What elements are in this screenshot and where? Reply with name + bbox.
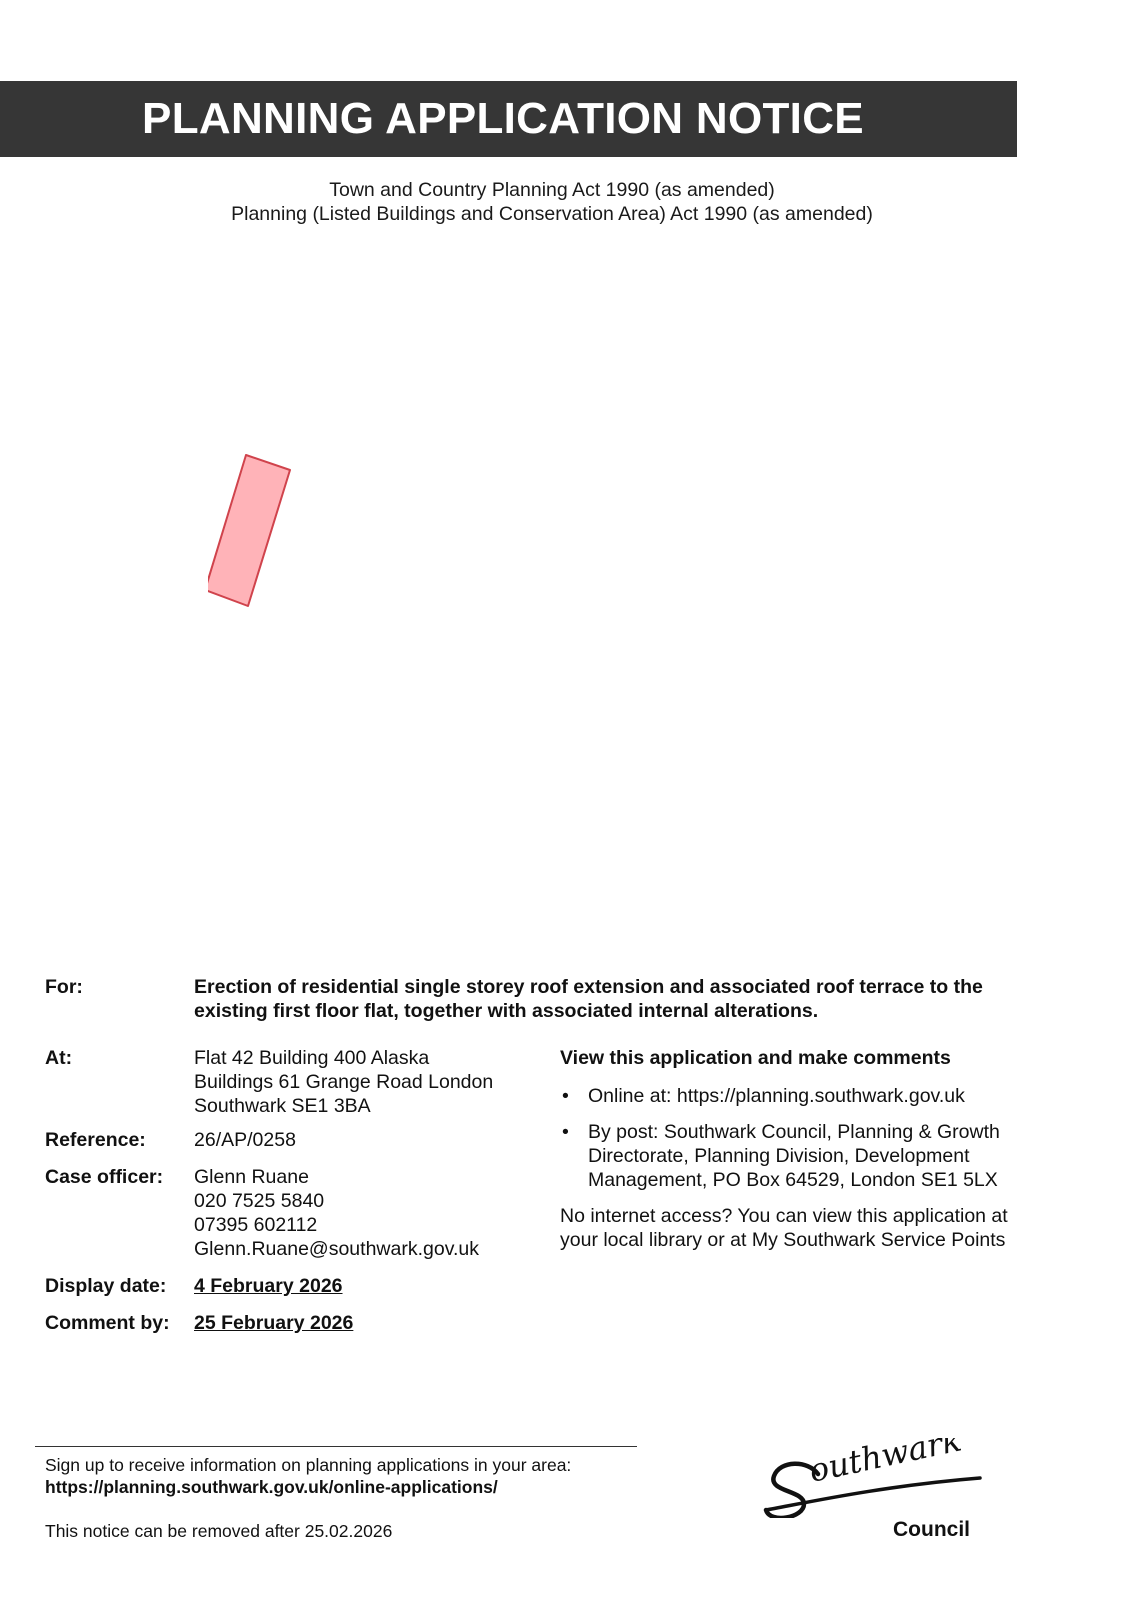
list-item xyxy=(560,1084,1030,1108)
officer-email: Glenn.Ruane@southwark.gov.uk xyxy=(194,1238,480,1260)
case-officer-details xyxy=(194,1165,479,1261)
southwark-council-logo xyxy=(760,1438,990,1548)
for-label: For: xyxy=(45,976,83,998)
comment-heading: View this application and make comments xyxy=(560,1047,951,1069)
applications-url[interactable]: https://planning.southwark.gov.uk/online-applications/ xyxy=(45,1477,498,1497)
display-date: 4 February 2026 xyxy=(194,1275,343,1297)
act-line-2: Planning (Listed Buildings and Conservation Area) Act 1990 (as amended) xyxy=(231,203,873,225)
bullet-icon: • xyxy=(562,1121,569,1143)
proposal-description: Erection of residential single storey roof extension and associated roof terrace to the existing first floor flat, together with associated internal alterations. xyxy=(194,976,983,1022)
officer-mobile: 07395 602112 xyxy=(194,1214,318,1236)
southwark-wordmark-icon xyxy=(760,1438,990,1518)
officer-phone: 020 7525 5840 xyxy=(194,1190,325,1212)
online-comment-option: Online at: https://planning.southwark.gov.uk xyxy=(588,1085,965,1107)
removal-date-text: This notice can be removed after 25.02.2026 xyxy=(45,1521,393,1541)
address-line: Southwark SE1 3BA xyxy=(194,1095,371,1117)
svg-text:outhwark: outhwark xyxy=(805,1438,965,1490)
no-internet-note: No internet access? You can view this application at your local library or at My Southwark Service Points xyxy=(560,1205,1008,1251)
at-label: At: xyxy=(45,1047,73,1069)
comment-instructions xyxy=(560,1046,1030,1252)
comment-by-label: Comment by: xyxy=(45,1312,170,1334)
reference-number: 26/AP/0258 xyxy=(194,1129,296,1151)
post-comment-option: By post: Southwark Council, Planning & Growth Directorate, Planning Division, Development Management, PO Box 64529, London SE1 5LX xyxy=(588,1121,1000,1191)
comment-by-date: 25 February 2026 xyxy=(194,1312,354,1334)
address-line: Buildings 61 Grange Road London xyxy=(194,1071,494,1093)
logo-council-text: Council xyxy=(893,1518,970,1541)
list-item xyxy=(560,1120,1030,1192)
site-boundary-polygon xyxy=(205,455,290,606)
footer xyxy=(45,1454,665,1542)
act-line-1: Town and Country Planning Act 1990 (as amended) xyxy=(329,179,775,201)
display-date-label: Display date: xyxy=(45,1275,167,1297)
footer-divider xyxy=(35,1446,637,1447)
signup-text: Sign up to receive information on planning applications in your area: xyxy=(45,1455,572,1475)
page-title: PLANNING APPLICATION NOTICE xyxy=(142,94,864,143)
bullet-icon: • xyxy=(562,1085,569,1107)
officer-name: Glenn Ruane xyxy=(194,1166,309,1188)
site-address xyxy=(194,1046,493,1118)
reference-label: Reference: xyxy=(45,1129,146,1151)
address-line: Flat 42 Building 400 Alaska xyxy=(194,1047,430,1069)
case-officer-label: Case officer: xyxy=(45,1166,164,1188)
